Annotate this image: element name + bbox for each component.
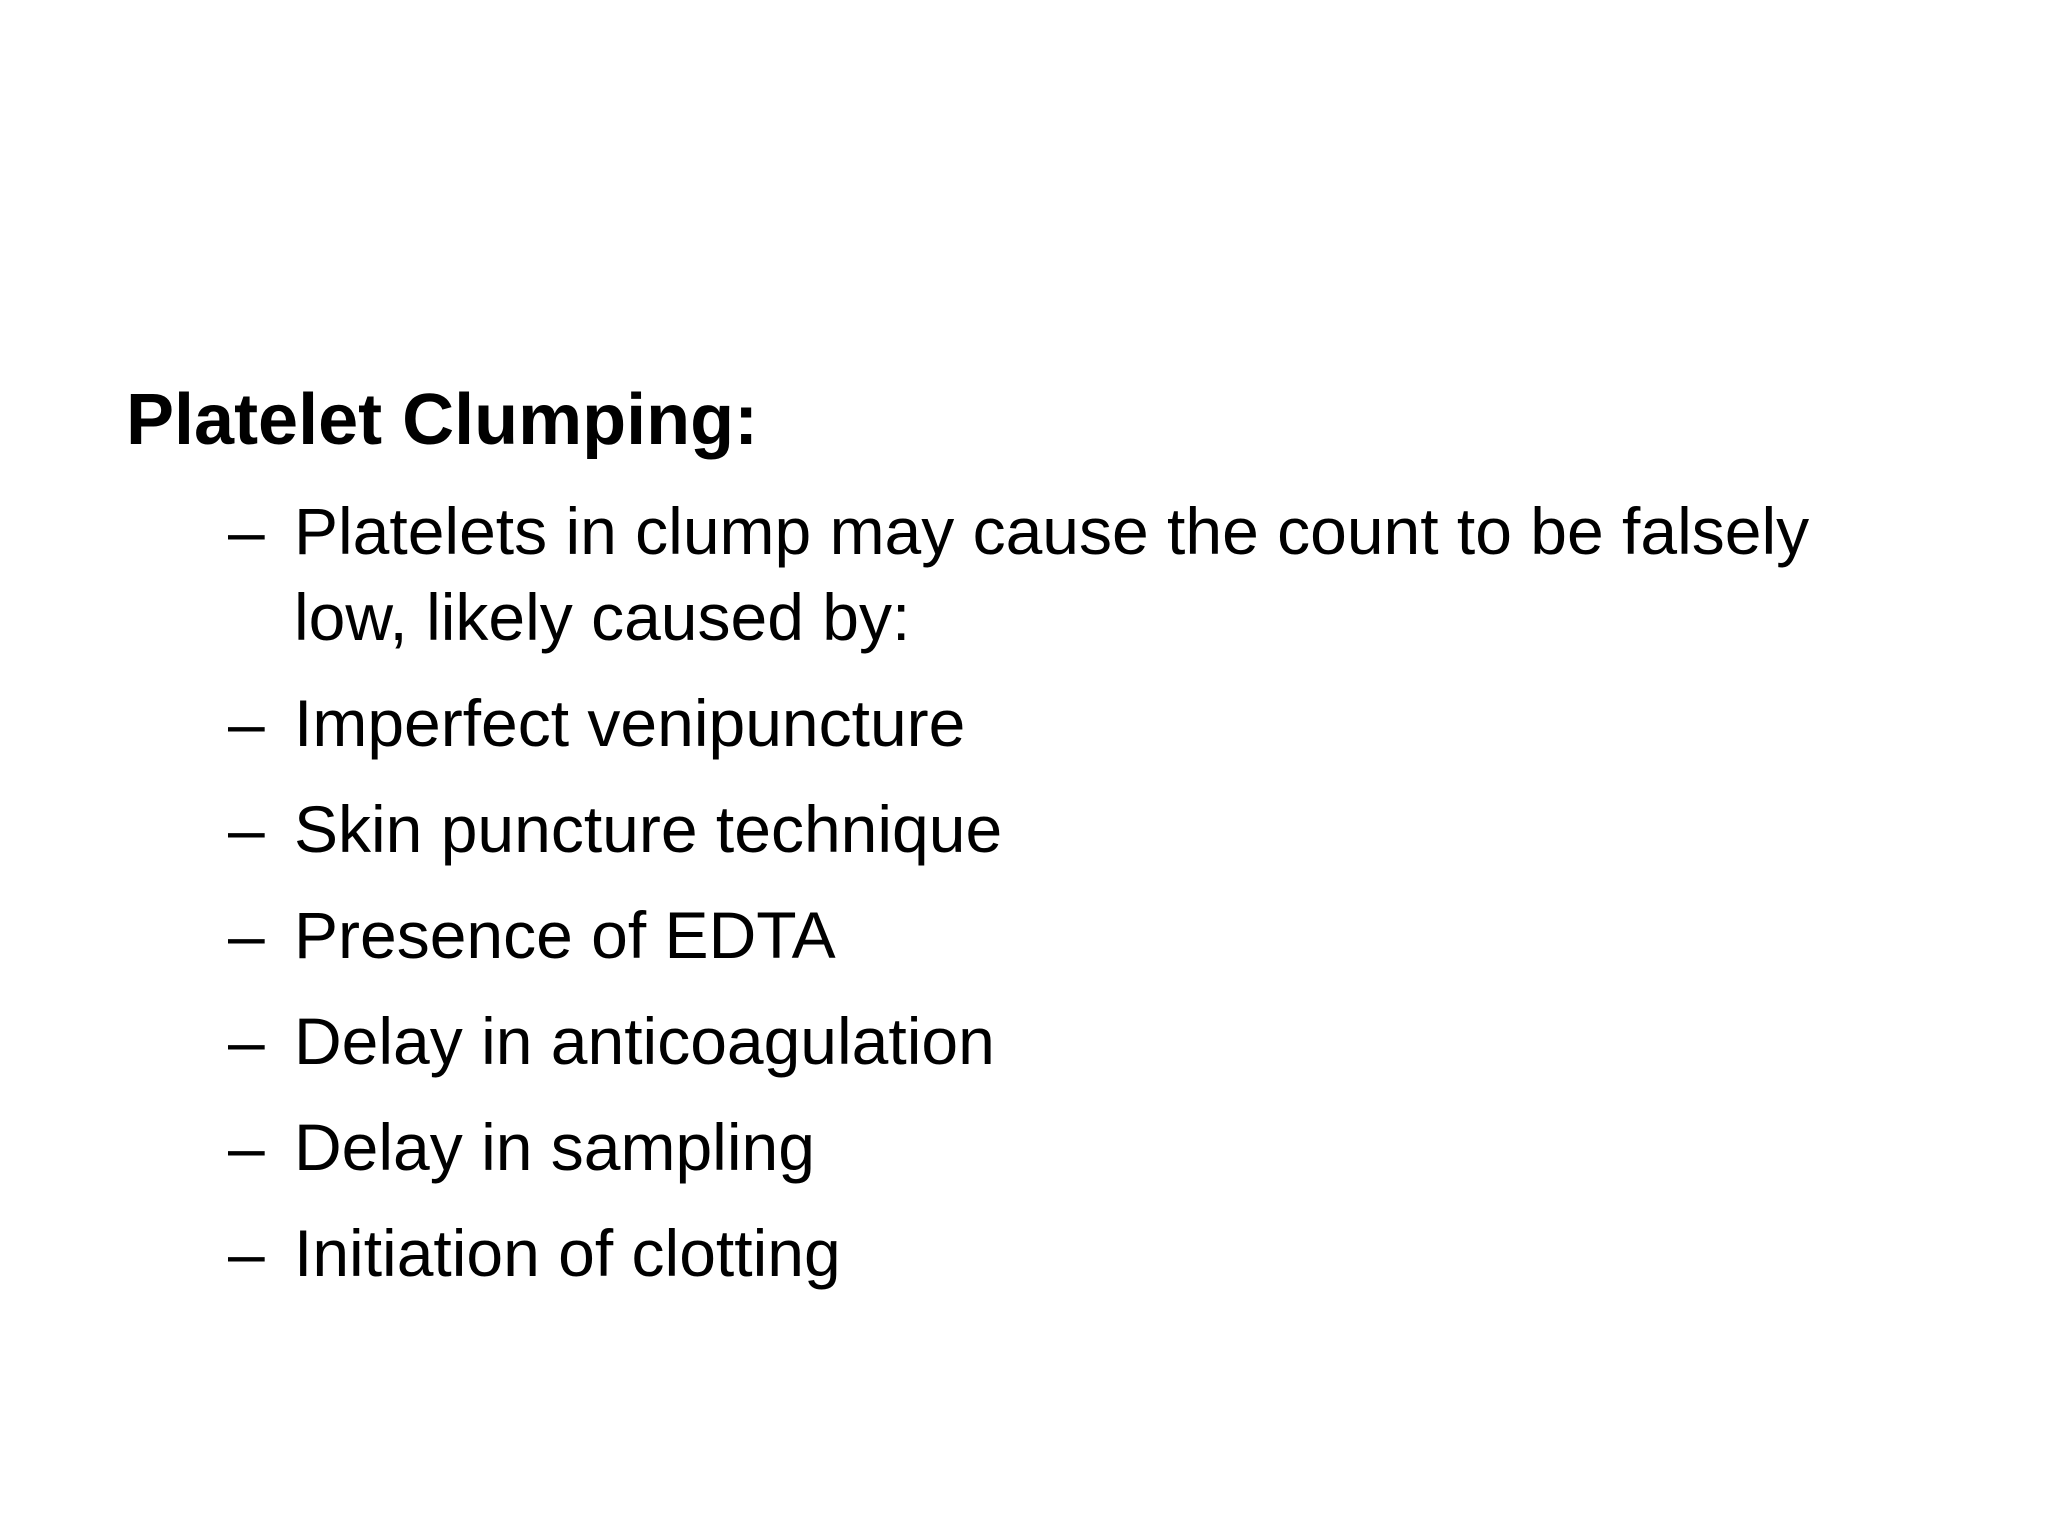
bullet-item	[228, 892, 1928, 978]
dash-bullet-icon: –	[228, 494, 265, 568]
bullet-text: Delay in anticoagulation	[294, 1004, 995, 1078]
bullet-list	[228, 488, 1928, 1316]
bullet-item	[228, 1104, 1928, 1190]
dash-bullet-icon: –	[228, 898, 265, 972]
bullet-text: Presence of EDTA	[294, 898, 836, 972]
dash-bullet-icon: –	[228, 1216, 265, 1290]
bullet-text: Imperfect venipuncture	[294, 686, 966, 760]
dash-bullet-icon: –	[228, 1004, 265, 1078]
bullet-item	[228, 680, 1928, 766]
bullet-item	[228, 488, 1928, 660]
bullet-item	[228, 998, 1928, 1084]
bullet-text: Platelets in clump may cause the count to be falsely low, likely caused by:	[294, 494, 1810, 654]
bullet-text: Delay in sampling	[294, 1110, 815, 1184]
dash-bullet-icon: –	[228, 686, 265, 760]
bullet-text: Initiation of clotting	[294, 1216, 841, 1290]
bullet-item	[228, 786, 1928, 872]
dash-bullet-icon: –	[228, 792, 265, 866]
bullet-text: Skin puncture technique	[294, 792, 1003, 866]
dash-bullet-icon: –	[228, 1110, 265, 1184]
bullet-item	[228, 1210, 1928, 1296]
slide-heading: Platelet Clumping:	[126, 380, 759, 460]
